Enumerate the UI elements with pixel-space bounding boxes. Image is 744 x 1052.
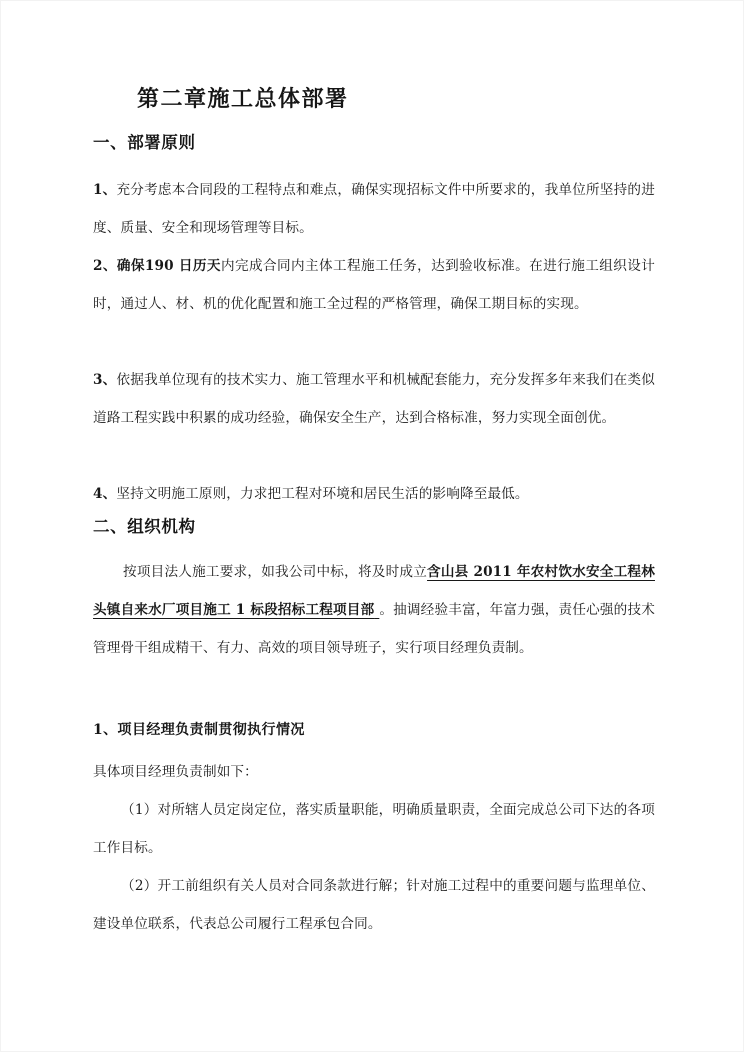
- paragraph-principle-4: [93, 475, 655, 513]
- paragraph-body-4: 坚持文明施工原则，力求把工程对环境和居民生活的影响降至最低。: [116, 486, 529, 502]
- paragraph-principle-2: [93, 247, 655, 323]
- paragraph-lead-1: 1、: [93, 182, 117, 198]
- list-item-2: （2）开工前组织有关人员对合同条款进行解；针对施工过程中的重要问题与监理单位、建设单位联系，代表总公司履行工程承包合同。: [93, 878, 655, 932]
- paragraph-body-1: 充分考虑本合同段的工程特点和难点，确保实现招标文件中所要求的，我单位所坚持的进度、质量、安全和现场管理等目标。: [93, 182, 655, 236]
- paragraph-body-2: 内完成合同内主体工程施工任务，达到验收标准。在进行施工组织设计时，通过人、材、机的优化配置和施工全过程的严格管理，确保工期目标的实现。: [93, 258, 655, 312]
- section-heading-deployment-principles: 一、部署原则: [93, 133, 196, 152]
- subsection-heading-project-manager-responsibility: 1、项目经理负责制贯彻执行情况: [93, 722, 305, 738]
- project-department-name: 含山县 2011 年农村饮水安全工程林头镇自来水厂项目施工 1 标段招标工程项目部: [93, 564, 655, 618]
- intro-text-after: 。抽调经验丰富，年富力强，责任心强的技术管理骨干组成精干、有力、高效的项目领导班子，实行项目经理负责制。: [93, 602, 655, 656]
- paragraph-lead-2: 2、确保: [93, 258, 145, 274]
- list-item-1: （1）对所辖人员定岗定位，落实质量职能，明确质量职责，全面完成总公司下达的各项工作目标。: [93, 802, 655, 856]
- paragraph-lead-in: 具体项目经理负责制如下：: [93, 764, 258, 780]
- chapter-title: 第二章施工总体部署: [137, 86, 349, 112]
- paragraph-principle-1: [93, 171, 655, 247]
- paragraph-lead-3: 3、: [93, 372, 117, 388]
- paragraph-lead-4: 4、: [93, 486, 117, 502]
- intro-text-before: 按项目法人施工要求，如我公司中标，将及时成立: [123, 564, 428, 580]
- duration-emphasis: 190 日历天: [144, 258, 221, 274]
- paragraph-principle-3: [93, 361, 655, 437]
- section-heading-organization: 二、组织机构: [93, 517, 196, 536]
- paragraph-body-3: 依据我单位现有的技术实力、施工管理水平和机械配套能力，充分发挥多年来我们在类似道路工程实践中积累的成功经验，确保安全生产，达到合格标准，努力实现全面创优。: [93, 372, 655, 426]
- paragraph-organization-intro: [93, 553, 655, 667]
